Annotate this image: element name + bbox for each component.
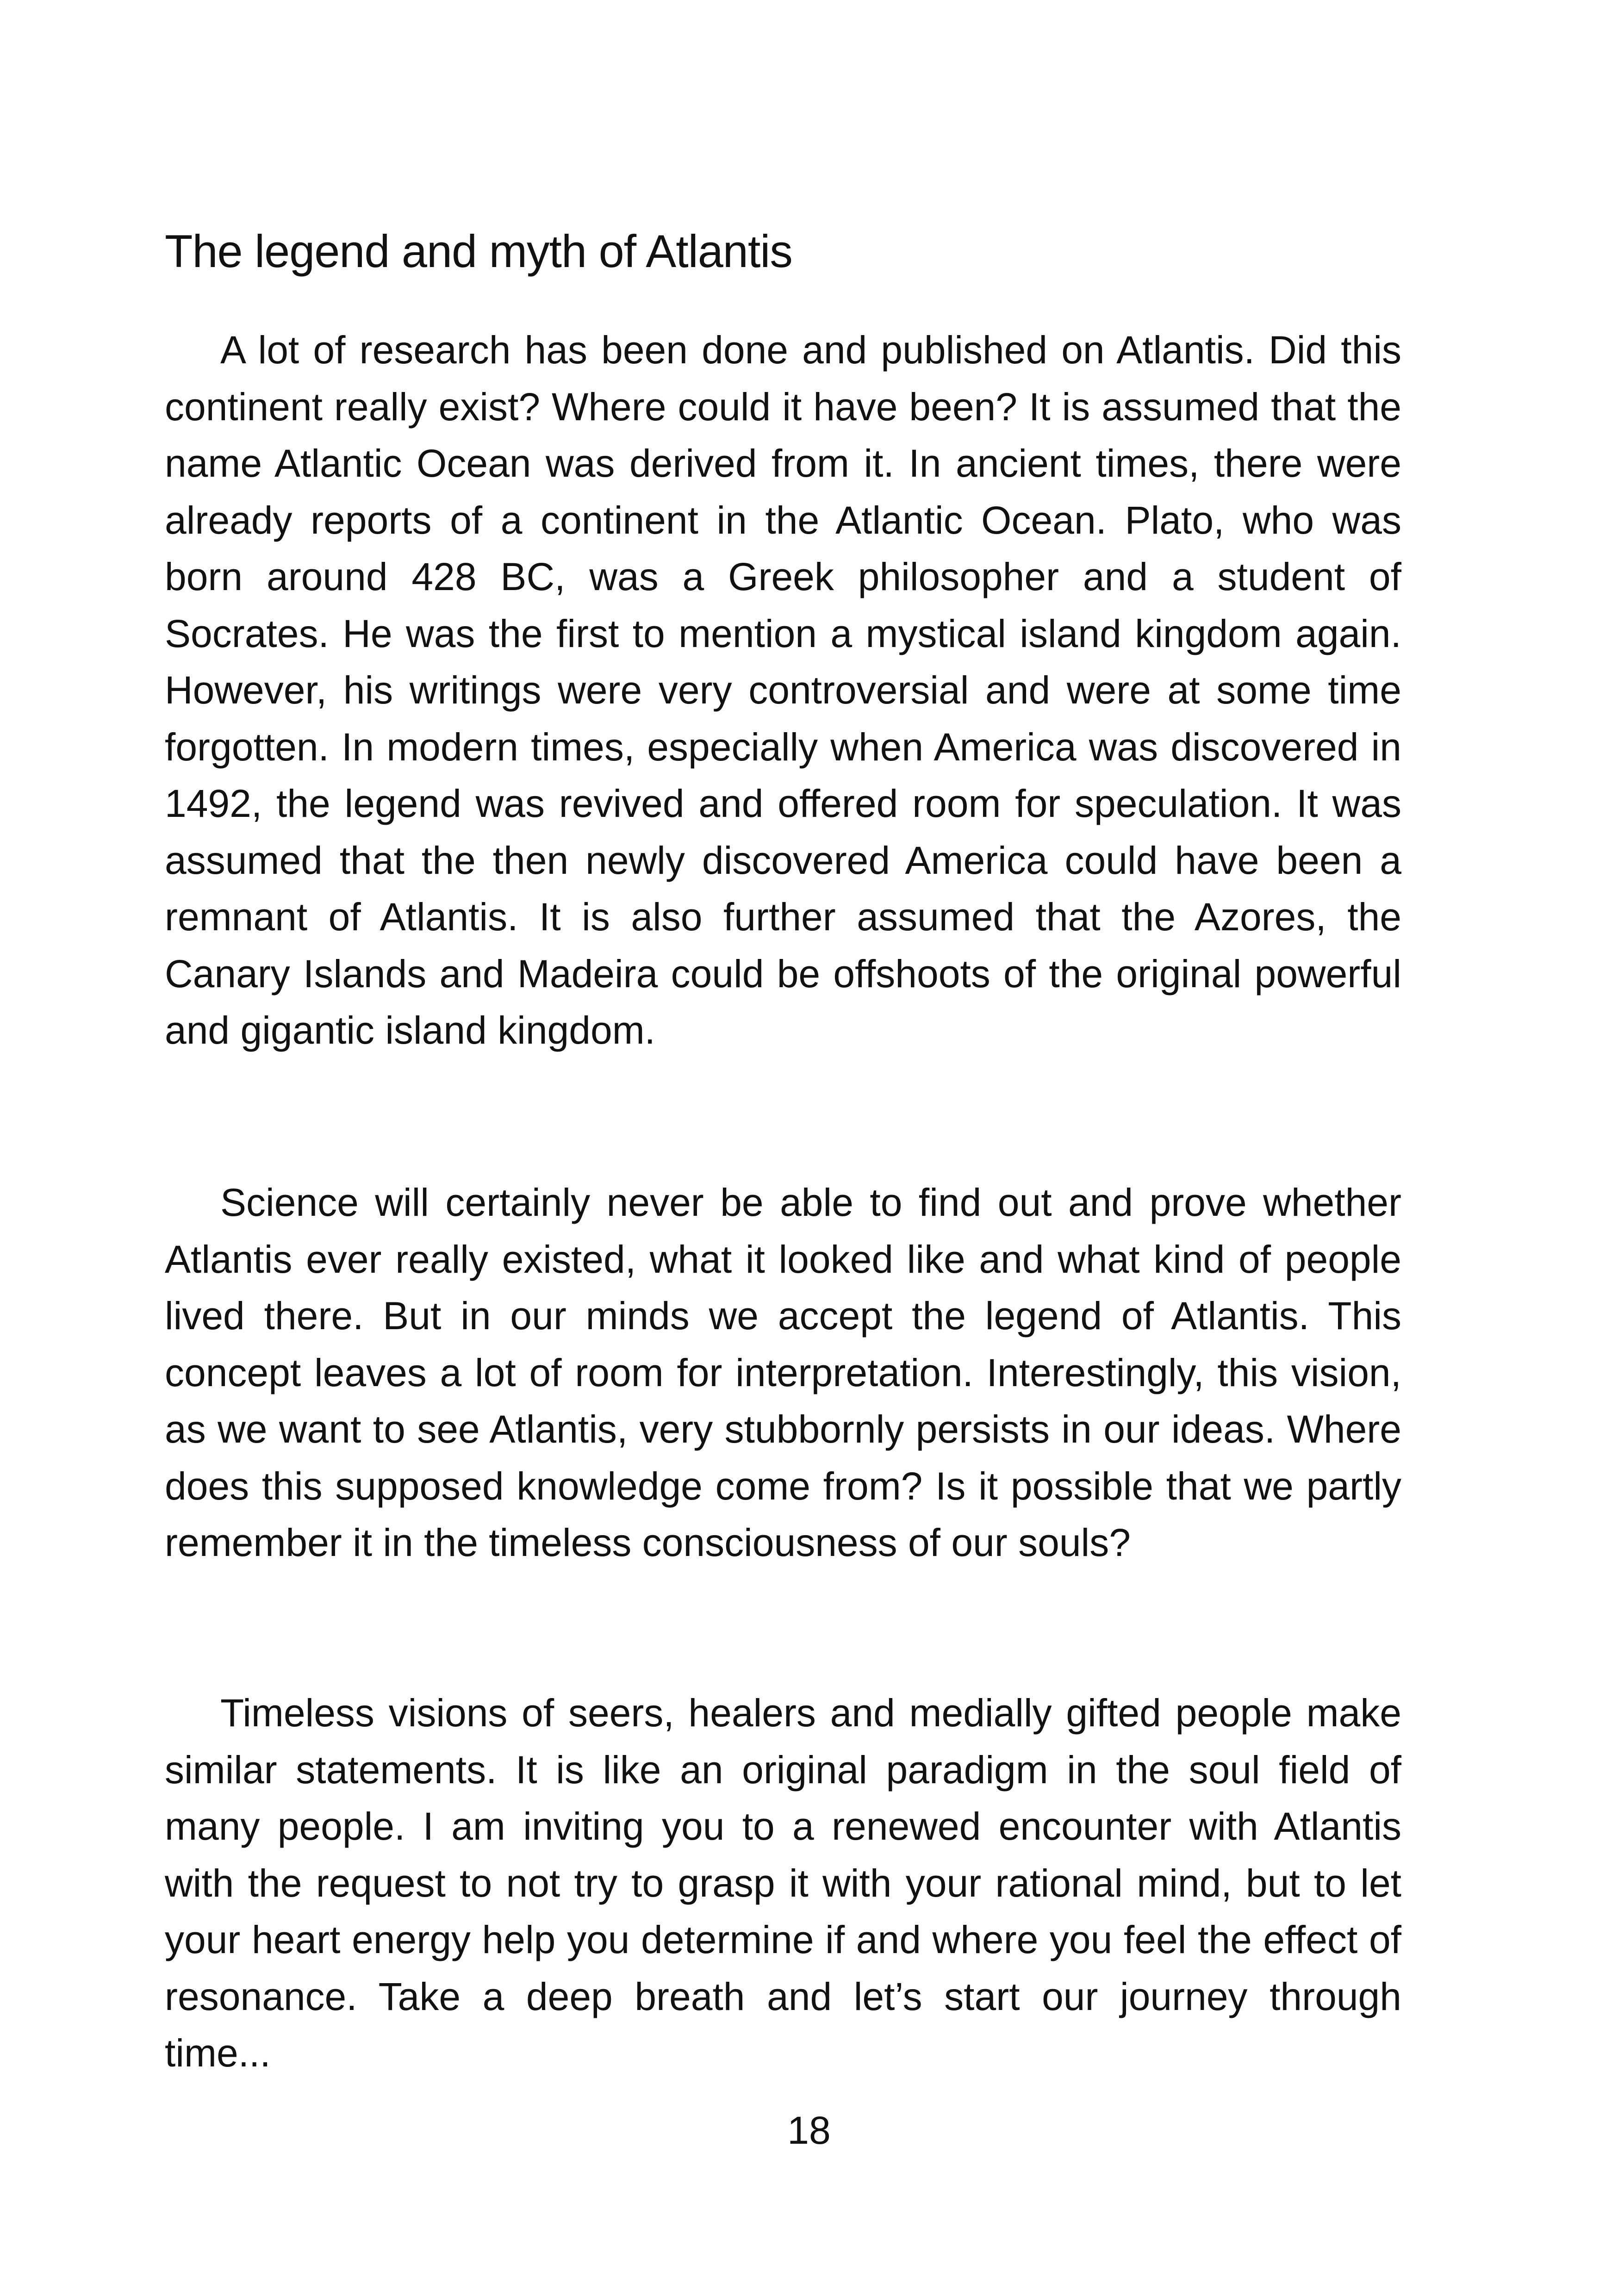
paragraph-1: A lot of research has been done and published on Atlantis. Did this continent really exist? Where could it have been? It is assumed that the name Atlantic Ocean was derived from it. In ancient times, there were already reports of a continent in the Atlantic Ocean. Plato, who was born around 428 BC, was a Greek philosopher and a student of Socrates. He was the first to mention a mystical island kingdom again. However, his writings were very controversial and were at some time forgotten. In modern times, especially when America was discovered in 1492, the legend was revived and offered room for speculation. It was assumed that the then newly discovered America could have been a remnant of Atlantis. It is also further assumed that the Azores, the Canary Islands and Madeira could be offshoots of the original powerful and gigantic island kingdom.: [165, 328, 1401, 1052]
chapter-title: The legend and myth of Atlantis: [165, 225, 792, 277]
page-number: 18: [787, 2109, 831, 2152]
paragraph-2: Science will certainly never be able to find out and prove whether Atlantis ever really existed, what it looked like and what kind of people lived there. But in our minds we accept the legend of Atlantis. This concept leaves a lot of room for interpretation. Interestingly, this vision, as we want to see Atlantis, very stubbornly persists in our ideas. Where does this supposed knowledge come from? Is it possible that we partly remember it in the timeless consciousness of our souls?: [165, 1181, 1401, 1564]
paragraph-3: Timeless visions of seers, healers and medially gifted people make similar statements. It is like an original paradigm in the soul field of many people. I am inviting you to a renewed encounter with Atlantis with the request to not try to grasp it with your rational mind, but to let your heart energy help you determine if and where you feel the effect of resonance. Take a deep breath and let’s start our journey through time...: [165, 1691, 1401, 2075]
